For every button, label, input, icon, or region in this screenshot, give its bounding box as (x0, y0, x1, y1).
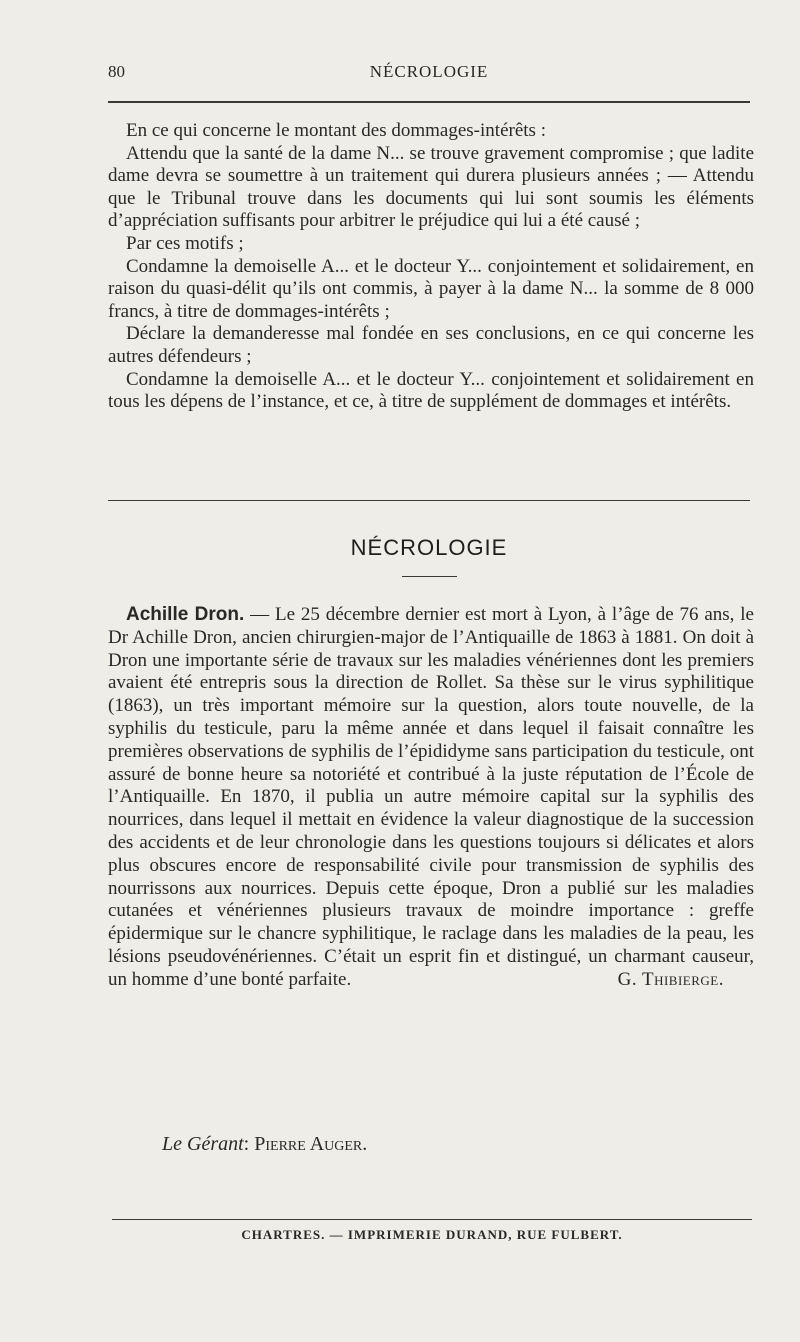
gerant-role: Le Gérant (162, 1133, 244, 1155)
gerant-line (162, 1133, 367, 1156)
paragraph: Condamne la demoiselle A... et le docteur Y... conjointement et solidairement en tous les dépens de l’instance, et ce, à titre de supplément de dommages et intérêts. (108, 368, 754, 413)
section-title: NÉCROLOGIE (350, 535, 508, 560)
obituary-paragraph (108, 604, 754, 992)
page-number: 80 (108, 62, 125, 81)
paragraph: En ce qui concerne le montant des dommages-intérêts : (126, 120, 546, 141)
paragraph: Attendu que la santé de la dame N... se trouve gravement compromise ; que ladite dame devra se soumettre à un traitement qui durera plusieurs années ; — Attendu que le Tribunal trouve dans les documents qui lui sont soumis les éléments d’appréciation suffisants pour arbitrer le préjudice qui lui a été causé ; (108, 142, 754, 232)
title-underline (402, 576, 457, 577)
running-title: NÉCROLOGIE (369, 62, 489, 81)
printer-imprint: CHARTRES. — IMPRIMERIE DURAND, RUE FULBERT. (241, 1227, 623, 1242)
gerant-separator: : (243, 1133, 255, 1155)
obituary (108, 604, 754, 992)
paragraph: Par ces motifs ; (126, 232, 244, 254)
paragraph: Condamne la demoiselle A... et le docteur Y... conjointement et solidairement, en raison du quasi-délit qu’ils ont commis, à payer à la dame N... la somme de 8 000 francs, à titre de dommages-intérêts ; (108, 255, 754, 322)
section-divider (108, 500, 750, 501)
judgment-text (108, 120, 754, 414)
header-rule (108, 101, 750, 103)
footer-rule (112, 1219, 752, 1220)
gerant-name: Pierre Auger. (254, 1133, 368, 1155)
obituary-name: Achille Dron. (126, 604, 245, 625)
obituary-signature: G. Thibierge. (617, 968, 724, 990)
paragraph: Déclare la demanderesse mal fondée en ses conclusions, en ce qui concerne les autres défendeurs ; (108, 323, 754, 367)
obituary-text: — Le 25 décembre dernier est mort à Lyon, à l’âge de 76 ans, le Dr Achille Dron, ancien chirurgien-major de l’Antiquaille de 1863 à 1881. On doit à Dron une importante série de travaux sur les maladies vénériennes dont les premiers avaient été entrepris sous la direction de Rollet. Sa thèse sur le virus syphilitique (1863), un très important mémoire sur la question, alors toute nouvelle, de la syphilis du testicule, paru la même année et dans lequel il faisait connaître les premières observations de syphilis de l’épididyme sans participation du testicule, ont assuré de bonne heure sa notoriété et contribué à la juste réputation de l’École de l’Antiquaille. En 1870, il publia un autre mémoire capital sur la syphilis des nourrices, dans lequel il mettait en évidence la valeur diagnostique de la succession des accidents et de leur chronologie dans les questions toujours si délicates et alors plus obscures encore de responsabilité civile pour transmission de syphilis des nourrissons aux nourrices. Depuis cette époque, Dron a publié sur les maladies cutanées et vénériennes plusieurs travaux de moindre importance : greffe épidermique sur le chancre syphilitique, le raclage dans les maladies de la peau, les lésions pseudovénériennes. C’était un esprit fin et distingué, un charmant causeur, un homme d’une bonté parfaite. (108, 604, 754, 990)
running-header (108, 62, 750, 90)
